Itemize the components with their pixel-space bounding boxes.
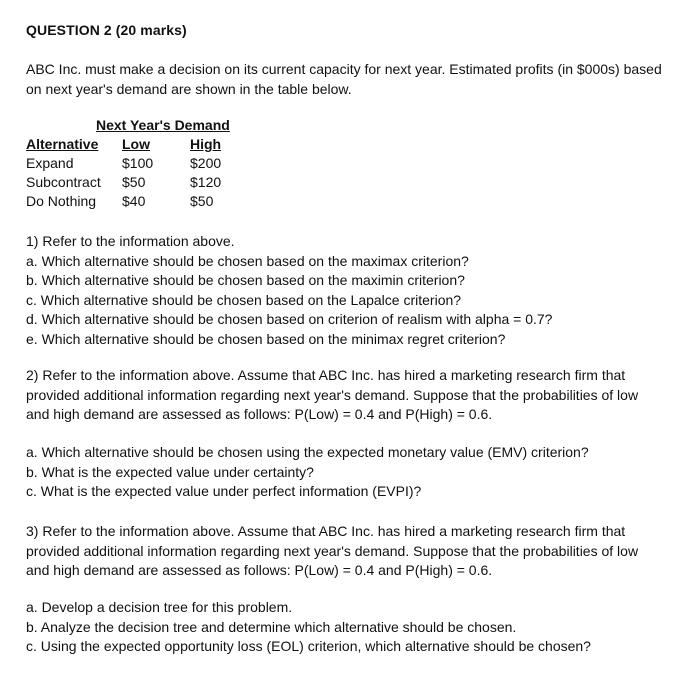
question-text-line: 3) Refer to the information above. Assume that ABC Inc. has hired a marketing research firm that	[26, 523, 626, 539]
question-3-block	[26, 522, 676, 581]
question-text-line: provided additional information regarding next year's demand. Suppose that the probabilities of low	[26, 386, 639, 403]
sub-question: e. Which alternative should be chosen based on the minimax regret criterion?	[26, 330, 506, 347]
table-cell: Expand	[26, 155, 74, 171]
table-cell: $40	[122, 193, 146, 209]
question-text-line: and high demand are assessed as follows: P(Low) = 0.4 and P(High) = 0.6.	[26, 406, 493, 422]
table-cell: $120	[190, 174, 222, 190]
column-header: Alternative	[26, 136, 99, 152]
question-intro: 1) Refer to the information above.	[26, 233, 235, 249]
table-cell: $100	[122, 155, 154, 171]
sub-question: d. Which alternative should be chosen based on criterion of realism with alpha = 0.7?	[26, 311, 553, 327]
intro-paragraph	[26, 60, 676, 99]
sub-question: b. Which alternative should be chosen based on the maximin criterion?	[26, 272, 465, 288]
table-cell: $50	[122, 174, 146, 190]
table-cell: $50	[190, 193, 214, 209]
column-header: High	[190, 136, 222, 152]
question-text-line: 2) Refer to the information above. Assume that ABC Inc. has hired a marketing research firm that	[26, 367, 626, 383]
intro-line: on next year's demand are shown in the table below.	[26, 80, 352, 97]
table-cell: $200	[190, 155, 222, 171]
sub-question: c. Which alternative should be chosen based on the Lapalce criterion?	[26, 291, 462, 308]
table-cell: Subcontract	[26, 174, 101, 190]
question-text-line: and high demand are assessed as follows: P(Low) = 0.4 and P(High) = 0.6.	[26, 562, 493, 578]
sub-question: b. What is the expected value under certainty?	[26, 463, 314, 480]
column-header: Low	[122, 136, 150, 152]
sub-question: b. Analyze the decision tree and determine which alternative should be chosen.	[26, 618, 517, 635]
question-2-subquestions	[26, 443, 676, 502]
table-group-header: Next Year's Demand	[96, 117, 230, 133]
sub-question: c. Using the expected opportunity loss (EOL) criterion, which alternative should be chosen?	[26, 638, 591, 654]
question-1-block	[26, 232, 676, 349]
question-2-block	[26, 366, 676, 425]
intro-line: ABC Inc. must make a decision on its current capacity for next year. Estimated profits (in $000s) based	[26, 61, 662, 77]
sub-question: c. What is the expected value under perfect information (EVPI)?	[26, 483, 422, 499]
question-title: QUESTION 2 (20 marks)	[26, 22, 187, 38]
question-3-subquestions	[26, 598, 676, 657]
sub-question: a. Which alternative should be chosen using the expected monetary value (EMV) criterion?	[26, 444, 589, 460]
question-text-line: provided additional information regarding next year's demand. Suppose that the probabilities of low	[26, 542, 639, 559]
sub-question: a. Which alternative should be chosen based on the maximax criterion?	[26, 252, 469, 269]
table-cell: Do Nothing	[26, 193, 97, 209]
sub-question: a. Develop a decision tree for this problem.	[26, 599, 293, 615]
